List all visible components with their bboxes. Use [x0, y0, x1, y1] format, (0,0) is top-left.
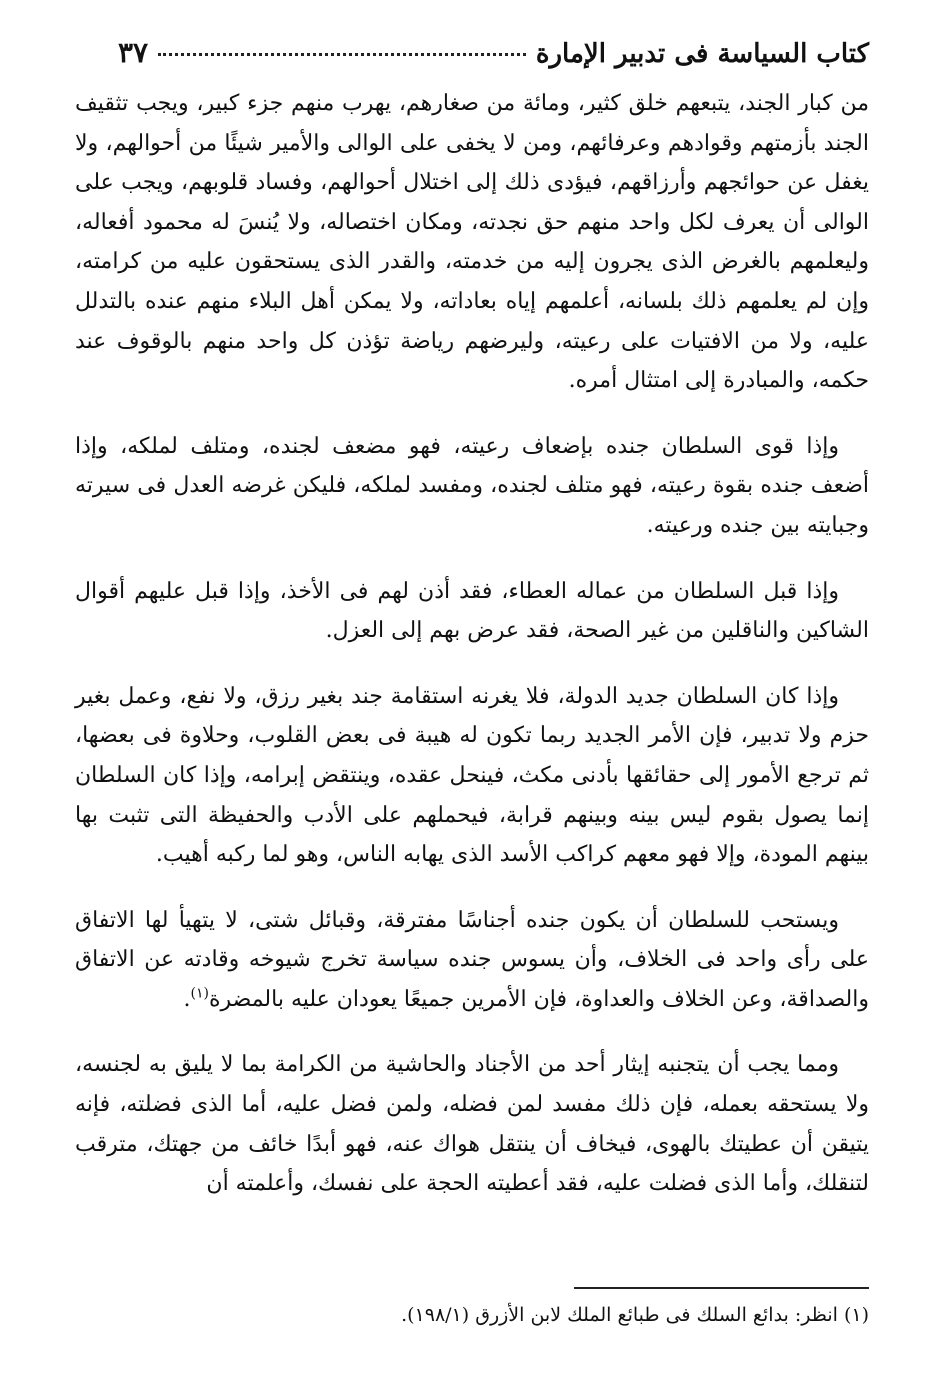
footnote-divider	[574, 1287, 869, 1289]
paragraph-4: وإذا كان السلطان جديد الدولة، فلا يغرنه استقامة جند بغير رزق، ولا نفع، وعمل بغير حزم ولا تدبير، فإن الأمر الجديد ربما تكون له هيبة فى بعض القلوب، وحلاوة فى بعضها، ثم ترجع الأمور إلى حقائقها بأدنى مكث، فينحل عقده، وينتقض إبرامه، وإذا كان السلطان إنما يصول بقوم ليس بينه وبينهم قرابة، فيحملهم على الأدب والحفيظة التى تثبت بها بينهم المودة، وإلا فهو معهم كراكب الأسد الذى يهابه الناس، وهو لما ركبه أهيب.	[75, 683, 869, 868]
footnote-reference[interactable]: (١)	[190, 985, 209, 1002]
footnote: (١) انظر: بدائع السلك فى طبائع الملك لابن الأزرق (١٩٨/١).	[401, 1304, 869, 1326]
paragraph-2: وإذا قوى السلطان جنده بإضعاف رعيته، فهو مضعف لجنده، ومتلف لملكه، وإذا أضعف جنده بقوة رعيته، فهو متلف لجنده، ومفسد لملكه، فليكن غرضه العدل فى سيرته وجبايته بين جنده ورعيته.	[75, 433, 869, 538]
paragraph-5-text: ويستحب للسلطان أن يكون جنده أجناسًا مفترقة، وقبائل شتى، لا يتهيأ لها الاتفاق على رأى واحد فى الخلاف، وأن يسوس جنده سياسة تخرج شيوخه وقادته عن الاتفاق والصداقة، وعن الخلاف والعداوة، فإن الأمرين جميعًا يعودان عليه بالمضرة	[75, 907, 869, 1012]
paragraph-5	[75, 901, 869, 1020]
running-head	[118, 36, 869, 76]
paragraph-5-end: .	[183, 986, 191, 1012]
page-number: ٣٧	[118, 36, 149, 69]
paragraph-3: وإذا قبل السلطان من عماله العطاء، فقد أذن لهم فى الأخذ، وإذا قبل عليهم أقوال الشاكين والناقلين من غير الصحة، فقد عرض بهم إلى العزل.	[75, 578, 869, 644]
paragraph-1: من كبار الجند، يتبعهم خلق كثير، ومائة من صغارهم، يهرب منهم جزء كبير، ويجب تثقيف الجند بأزمتهم وقوادهم وعرفائهم، ومن لا يخفى على الوالى والأمير شيئًا من أحوالهم، ولا يغفل عن حوائجهم وأرزاقهم، فيؤدى ذلك إلى اختلال أحوالهم، وفساد قلوبهم، ويجب على الوالى أن يعرف لكل واحد منهم حق نجدته، ومكان اختصاله، ولا يُنسَ له محمود أفعاله، وليعلمهم بالغرض الذى يجرون إليه من خدمته، والقدر الذى يستحقون عليه من كرامته، وإن لم يعلمهم ذلك بلسانه، أعلمهم إياه بعاداته، ولا يمكن أهل البلاء منهم عنده بالتدلل عليه، ولا من الافتيات على رعيته، وليرضهم رياضة تؤذن كل واحد منهم بالوقوف عند حكمه، والمبادرة إلى امتثال أمره.	[75, 91, 869, 394]
leader-dots	[158, 53, 526, 56]
book-title: كتاب السياسة فى تدبير الإمارة	[535, 39, 869, 69]
body-text	[75, 84, 869, 1230]
paragraph-6: ومما يجب أن يتجنبه إيثار أحد من الأجناد والحاشية من الكرامة بما لا يليق به لجنسه، ولا يستحقه بعمله، فإن ذلك مفسد لمن فضله، ولمن فضل عليه، أما الذى فضلته، فإنه يتيقن أن عطيتك بالهوى، فيخاف أن ينتقل هواك عنه، فهو أبدًا خائف من جهتك، مترقب لتنقلك، وأما الذى فضلت عليه، فقد أعطيته الحجة على نفسك، وأعلمته أن	[75, 1052, 869, 1197]
